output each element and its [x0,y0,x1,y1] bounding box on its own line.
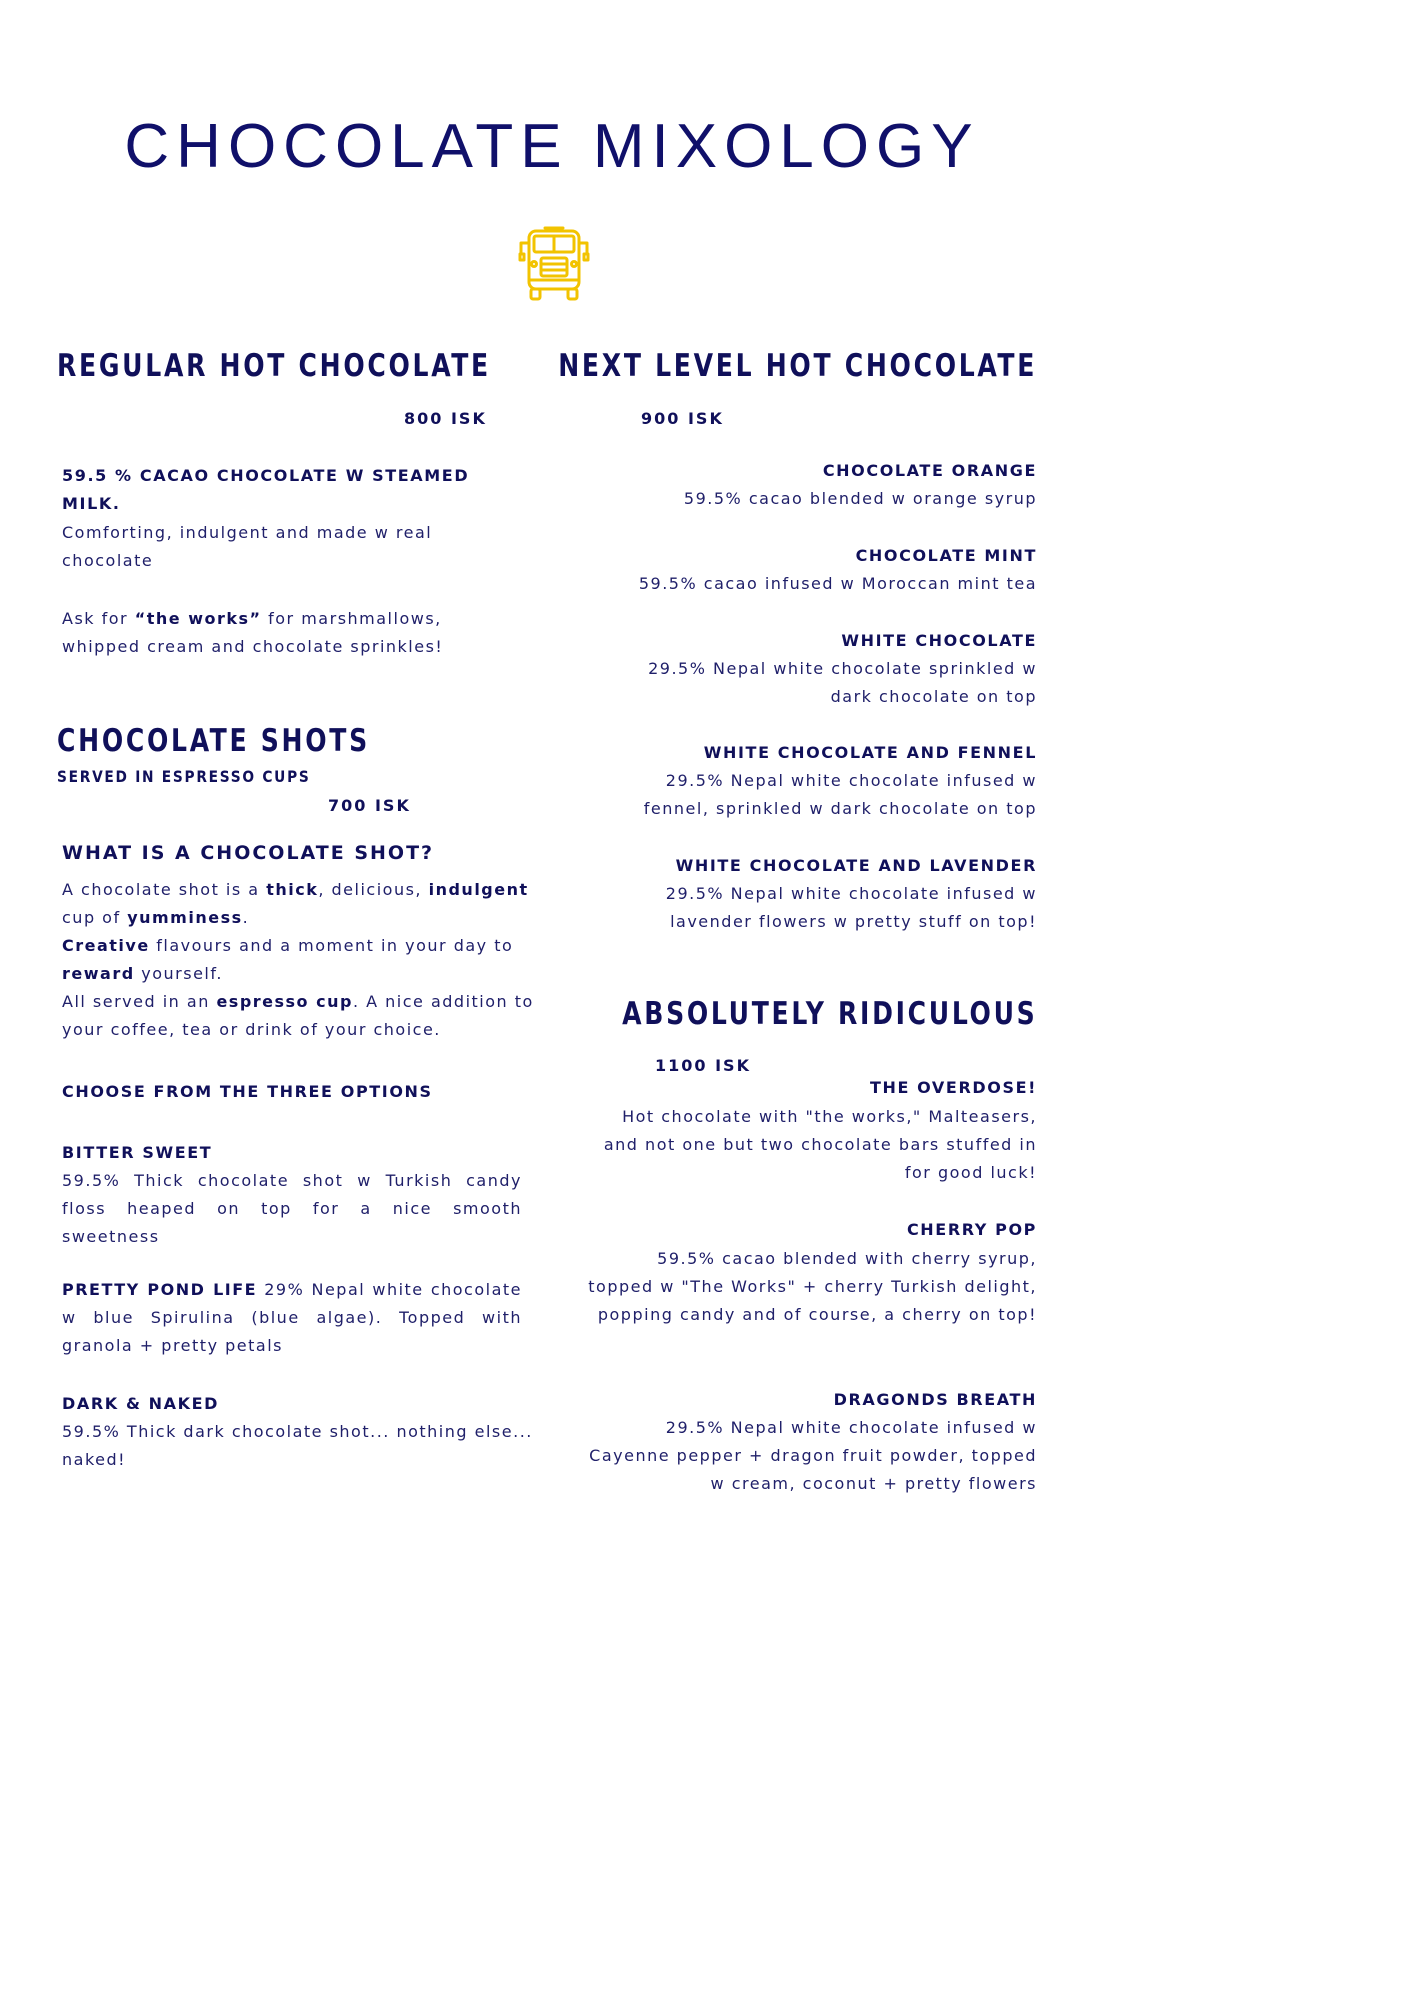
menu-item-desc: 59.5% cacao blended w orange syrup [683,489,1037,508]
menu-item-name: DRAGONDS BREATH [833,1390,1037,1409]
regular-item-title: 59.5 % CACAO CHOCOLATE W STEAMED MILK. [62,466,470,513]
menu-item-desc: 59.5% cacao infused w Moroccan mint tea [638,574,1037,593]
menu-item-name: CHOCOLATE MINT [855,546,1037,565]
next-level-price: 900 ISK [641,409,724,428]
menu-item-name: THE OVERDOSE! [869,1078,1037,1097]
the-works-note: Ask for “the works” for marshmallows, whipped cream and chocolate sprinkles! [62,609,444,656]
school-bus-icon [517,226,591,302]
next-level-heading: NEXT LEVEL HOT CHOCOLATE [558,348,1037,384]
shots-description: A chocolate shot is a thick, delicious, indulgent cup of yumminess. Creative flavours and a moment in your day to reward yourself. All served in an espresso cup. A nice addition to your coffee, tea or drink of your choice. [62,880,534,1039]
shot-option-desc: 59.5% Thick dark chocolate shot... nothing else... naked! [62,1422,533,1469]
menu-item-desc: Hot chocolate with "the works," Malteasers, and not one but two chocolate bars stuffed in for good luck! [603,1107,1037,1182]
shots-heading: CHOCOLATE SHOTS [57,723,370,759]
menu-item-desc: 29.5% Nepal white chocolate infused w lavender flowers w pretty stuff on top! [665,884,1037,931]
ridiculous-heading: ABSOLUTELY RIDICULOUS [621,996,1037,1032]
choose-options-label: CHOOSE FROM THE THREE OPTIONS [62,1082,433,1101]
what-is-heading: WHAT IS A CHOCOLATE SHOT? [62,842,435,864]
menu-item-name: WHITE CHOCOLATE AND FENNEL [703,743,1037,762]
shot-option-name: DARK & NAKED [62,1394,220,1413]
shot-option-name: BITTER SWEET [62,1143,213,1162]
shots-price: 700 ISK [328,796,411,815]
menu-item-name: CHOCOLATE ORANGE [822,461,1037,480]
menu-item-desc: 29.5% Nepal white chocolate infused w fennel, sprinkled w dark chocolate on top [643,771,1037,818]
menu-item-name: WHITE CHOCOLATE [841,631,1037,650]
menu-item-desc: 29.5% Nepal white chocolate infused w Cayenne pepper + dragon fruit powder, topped w cream, coconut + pretty flowers [589,1418,1037,1493]
page-title: CHOCOLATE MIXOLOGY [124,112,980,181]
menu-item-desc: 59.5% cacao blended with cherry syrup, topped w "The Works" + cherry Turkish delight, popping candy and of course, a cherry on top! [588,1249,1037,1324]
shot-option-desc: 59.5% Thick chocolate shot w Turkish candy floss heaped on top for a nice smooth sweetness [62,1171,522,1246]
shot-option-pretty-pond-life: PRETTY POND LIFE 29% Nepal white chocolate w blue Spirulina (blue algae). Topped with granola + pretty petals [62,1280,523,1355]
regular-heading: REGULAR HOT CHOCOLATE [57,348,491,384]
shots-subheading: SERVED IN ESPRESSO CUPS [57,767,311,786]
menu-item-desc: 29.5% Nepal white chocolate sprinkled w dark chocolate on top [648,659,1037,706]
regular-price: 800 ISK [404,409,487,428]
menu-item-name: WHITE CHOCOLATE AND LAVENDER [675,856,1037,875]
ridiculous-price: 1100 ISK [655,1056,751,1075]
menu-item-name: CHERRY POP [906,1220,1037,1239]
regular-item-desc: Comforting, indulgent and made w real chocolate [62,523,433,570]
